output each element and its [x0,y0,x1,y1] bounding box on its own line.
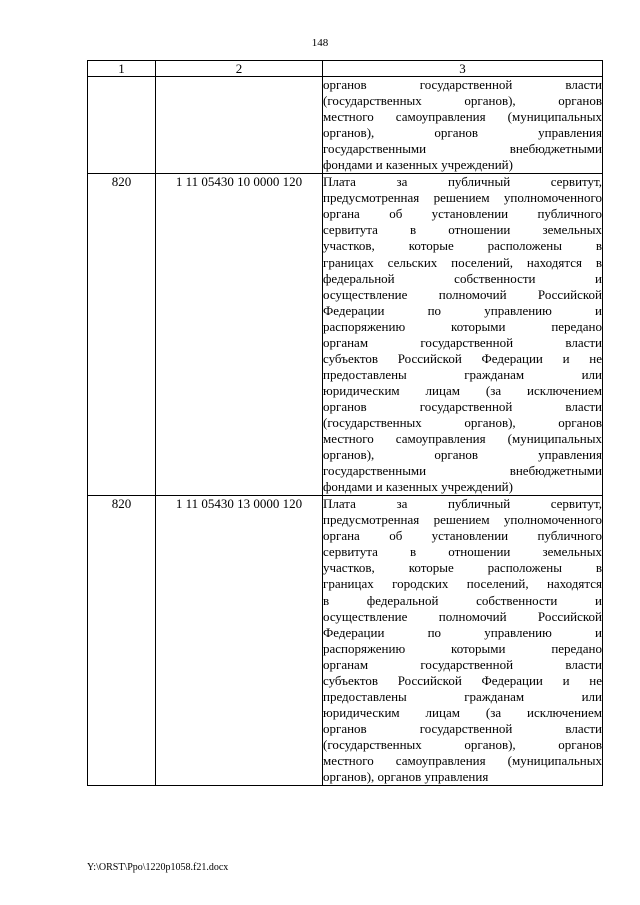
description-line: Федерации по управлению и [323,624,602,640]
description-line: фондами и казенных учреждений) [323,479,513,495]
description-line: государственными внебюджетными [323,141,602,157]
description-cell [323,77,603,174]
description-line: местного самоуправления (муниципальных [323,752,602,768]
description-cell [323,496,603,786]
budget-classification-code-cell: 1 11 05430 13 0000 120 [156,496,323,786]
description-line: субъектов Российской Федерации и не [323,350,602,366]
description-line: Федерации по управлению и [323,302,602,318]
description-line: федеральной собственности и [323,270,602,286]
description-line: юридическим лицам (за исключением [323,704,602,720]
description-line: органов государственной власти [323,77,602,92]
description-line: предоставлены гражданам или [323,688,602,704]
description-line: государственными внебюджетными [323,463,602,479]
description-line: субъектов Российской Федерации и не [323,672,602,688]
header-row [88,61,603,77]
description-line: органам государственной власти [323,334,602,350]
description-line: фондами и казенных учреждений) [323,157,513,173]
page-number: 148 [311,37,329,49]
description-line: предусмотренная решением уполномоченного [323,512,602,528]
table-row [88,174,603,496]
description-line: Плата за публичный сервитут, [323,174,602,190]
classification-table [87,60,603,786]
description-line: (государственных органов), органов [323,93,602,109]
admin-code-cell: 820 [88,174,156,496]
description-line: органа об установлении публичного [323,528,602,544]
description-line: осуществление полномочий Российской [323,286,602,302]
description-line: участков, которые расположены в [323,238,602,254]
description-line: органов), органов управления [323,125,602,141]
description-line: органов), органов управления [323,769,489,785]
table-row [88,496,603,786]
description-line: юридическим лицам (за исключением [323,382,602,398]
description-line: предоставлены гражданам или [323,366,602,382]
table-row [88,77,603,174]
header-col-2: 2 [156,61,323,77]
description-line: органов государственной власти [323,720,602,736]
description-line: местного самоуправления (муниципальных [323,431,602,447]
description-line: сервитута в отношении земельных [323,222,602,238]
description-line: распоряжению которыми передано [323,640,602,656]
description-line: границах городских поселений, находятся [323,576,602,592]
description-line: Плата за публичный сервитут, [323,496,602,512]
description-line: органам государственной власти [323,656,602,672]
budget-classification-code-cell: 1 11 05430 10 0000 120 [156,174,323,496]
description-line: границах сельских поселений, находятся в [323,254,602,270]
description-line: органа об установлении публичного [323,206,602,222]
description-line: участков, которые расположены в [323,560,602,576]
header-col-1: 1 [88,61,156,77]
description-line: (государственных органов), органов [323,414,602,430]
admin-code-cell [88,77,156,174]
description-cell [323,174,603,496]
description-line: предусмотренная решением уполномоченного [323,190,602,206]
file-path-footer: Y:\ORST\Ppo\1220p1058.f21.docx [87,862,229,873]
description-line: распоряжению которыми передано [323,318,602,334]
header-col-3: 3 [323,61,603,77]
description-line: органов), органов управления [323,447,602,463]
description-line: органов государственной власти [323,398,602,414]
budget-classification-code-cell [156,77,323,174]
description-line: (государственных органов), органов [323,736,602,752]
description-line: в федеральной собственности и [323,592,602,608]
description-line: осуществление полномочий Российской [323,608,602,624]
description-line: местного самоуправления (муниципальных [323,109,602,125]
admin-code-cell: 820 [88,496,156,786]
description-line: сервитута в отношении земельных [323,544,602,560]
